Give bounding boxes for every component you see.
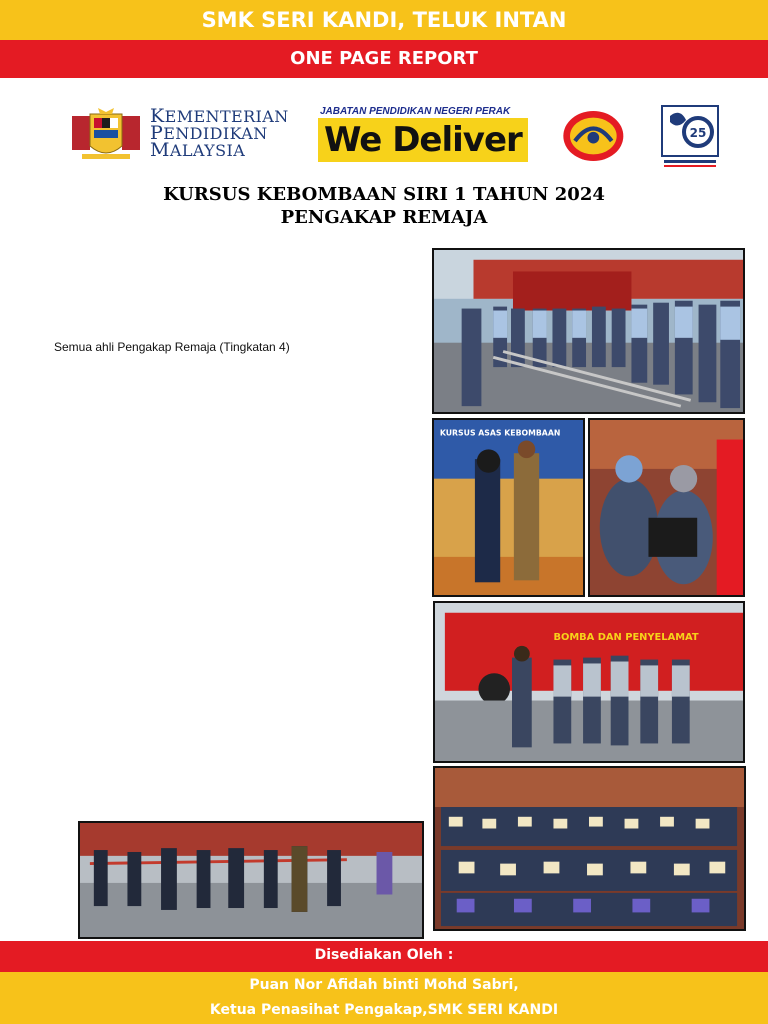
photo-outdoor-exercise bbox=[78, 821, 424, 939]
preparer-name: Puan Nor Afidah binti Mohd Sabri, bbox=[249, 977, 519, 993]
kpm-line: MALAYSIA bbox=[150, 139, 246, 161]
photo-certificate-group bbox=[433, 766, 746, 931]
photo-first-aid bbox=[588, 418, 745, 597]
we-deliver-logo bbox=[318, 106, 546, 166]
school-banner: SMK SERI KANDI, TELUK INTAN bbox=[0, 0, 768, 40]
report-title bbox=[0, 183, 768, 229]
ph2-sign-text: KURSUS ASAS KEBOMBAAN bbox=[439, 428, 561, 438]
jpn-slogan: We Deliver bbox=[318, 118, 528, 162]
preparer-role: Ketua Penasihat Pengakap,SMK SERI KANDI bbox=[209, 1002, 559, 1018]
kpm-line: KEMENTERIAN bbox=[150, 105, 289, 127]
jpn-caption: JABATAN PENDIDIKAN NEGERI PERAK bbox=[320, 106, 511, 117]
scout-badge-icon bbox=[560, 102, 640, 170]
kpm-line: PENDIDIKAN bbox=[150, 122, 268, 144]
photo-breathing-apparatus bbox=[432, 418, 585, 597]
kpm-logo-text bbox=[150, 105, 310, 161]
photo-fire-truck-group bbox=[433, 601, 745, 763]
logo-row bbox=[60, 100, 740, 172]
25-anniversary-logo bbox=[660, 104, 720, 170]
photo-caption: Semua ahli Pengakap Remaja (Tingkatan 4) bbox=[54, 340, 290, 354]
prepared-by-label: Disediakan Oleh : bbox=[314, 947, 454, 963]
title-line-2: PENGAKAP REMAJA bbox=[280, 207, 488, 228]
photo-group-briefing bbox=[432, 248, 745, 414]
svg-text:25: 25 bbox=[689, 126, 707, 140]
title-line-1: KURSUS KEBOMBAAN SIRI 1 TAHUN 2024 bbox=[163, 184, 605, 205]
ph4-truck-text: BOMBA DAN PENYELAMAT bbox=[553, 632, 699, 644]
malaysia-crest-logo bbox=[68, 106, 144, 162]
report-type-banner: ONE PAGE REPORT bbox=[0, 40, 768, 78]
prepared-by-footer bbox=[0, 941, 768, 1024]
